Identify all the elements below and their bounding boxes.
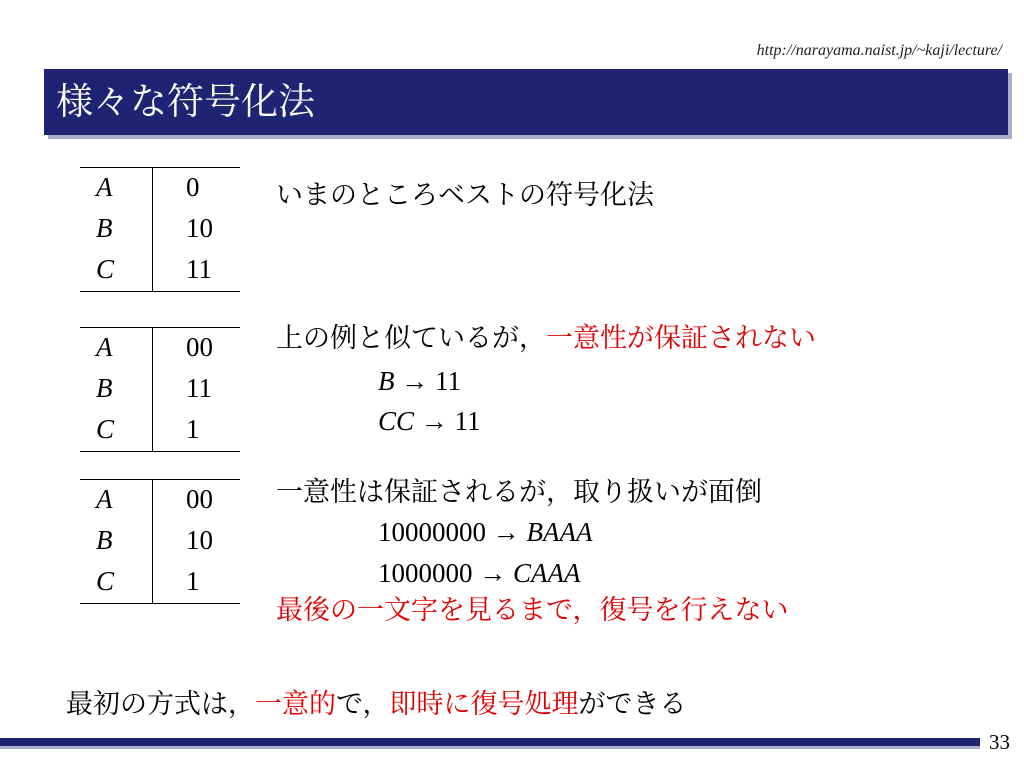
conclusion-text: ができる — [578, 689, 687, 720]
note-warning: 一意性が保証されない — [546, 323, 816, 354]
note-text: 上の例と似ているが， — [276, 323, 546, 354]
code-table-1 — [80, 167, 240, 292]
codeword-cell: 10 — [186, 213, 213, 243]
codeword-cell: 11 — [186, 254, 212, 284]
example-code: → 11 — [401, 366, 461, 396]
footer-bar-shadow — [0, 746, 980, 749]
symbol-cell: B — [96, 525, 113, 555]
codeword-cell: 00 — [186, 484, 213, 514]
codeword-cell: 11 — [186, 373, 212, 403]
symbol-cell: A — [96, 332, 113, 362]
conclusion-text: で， — [336, 689, 390, 720]
footer-bar — [0, 738, 980, 746]
symbol-cell: B — [96, 373, 113, 403]
example-b — [378, 366, 461, 397]
codeword-cell: 0 — [186, 172, 200, 202]
table-row — [80, 410, 240, 451]
lecture-url: http://narayama.naist.jp/~kaji/lecture/ — [756, 42, 1002, 59]
symbol-cell: A — [96, 172, 113, 202]
table-row — [80, 480, 240, 521]
example-symbols: CAAA — [513, 558, 581, 588]
conclusion-text: 最初の方式は， — [66, 689, 255, 720]
conclusion-highlight: 一意的 — [255, 689, 336, 720]
page-number: 33 — [989, 730, 1010, 754]
example-cc — [378, 406, 481, 437]
example-caaa — [378, 558, 581, 589]
note-unique-but-hard: 一意性は保証されるが，取り扱いが面倒 — [276, 477, 762, 508]
example-code: → 11 — [420, 406, 481, 436]
codeword-cell: 1 — [186, 566, 200, 596]
table-row — [80, 521, 240, 562]
note-best-code: いまのところベストの符号化法 — [276, 180, 654, 211]
table-row — [80, 168, 240, 209]
example-code: 10000000 → — [378, 517, 520, 547]
symbol-cell: C — [96, 254, 115, 284]
conclusion-highlight: 即時に復号処理 — [389, 689, 579, 720]
symbol-cell: C — [96, 566, 115, 596]
example-code: 1000000 → — [378, 558, 507, 588]
table-row — [80, 250, 240, 291]
table-row — [80, 369, 240, 410]
codeword-cell: 00 — [186, 332, 213, 362]
table-row — [80, 328, 240, 369]
codeword-cell: 1 — [186, 414, 200, 444]
symbol-cell: C — [96, 414, 115, 444]
note-decode-delay: 最後の一文字を見るまで，復号を行えない — [276, 595, 789, 626]
example-symbols: B — [378, 366, 395, 396]
table-row — [80, 562, 240, 603]
symbol-cell: A — [96, 484, 113, 514]
example-baaa — [378, 517, 592, 548]
code-table-2 — [80, 327, 240, 452]
note-not-unique — [276, 322, 816, 356]
table-row — [80, 209, 240, 250]
slide-title: 様々な符号化法 — [56, 80, 315, 123]
code-table-3 — [80, 479, 240, 604]
example-symbols: CC — [378, 406, 415, 436]
codeword-cell: 10 — [186, 525, 213, 555]
symbol-cell: B — [96, 213, 113, 243]
example-symbols: BAAA — [526, 517, 593, 547]
conclusion — [66, 688, 686, 722]
